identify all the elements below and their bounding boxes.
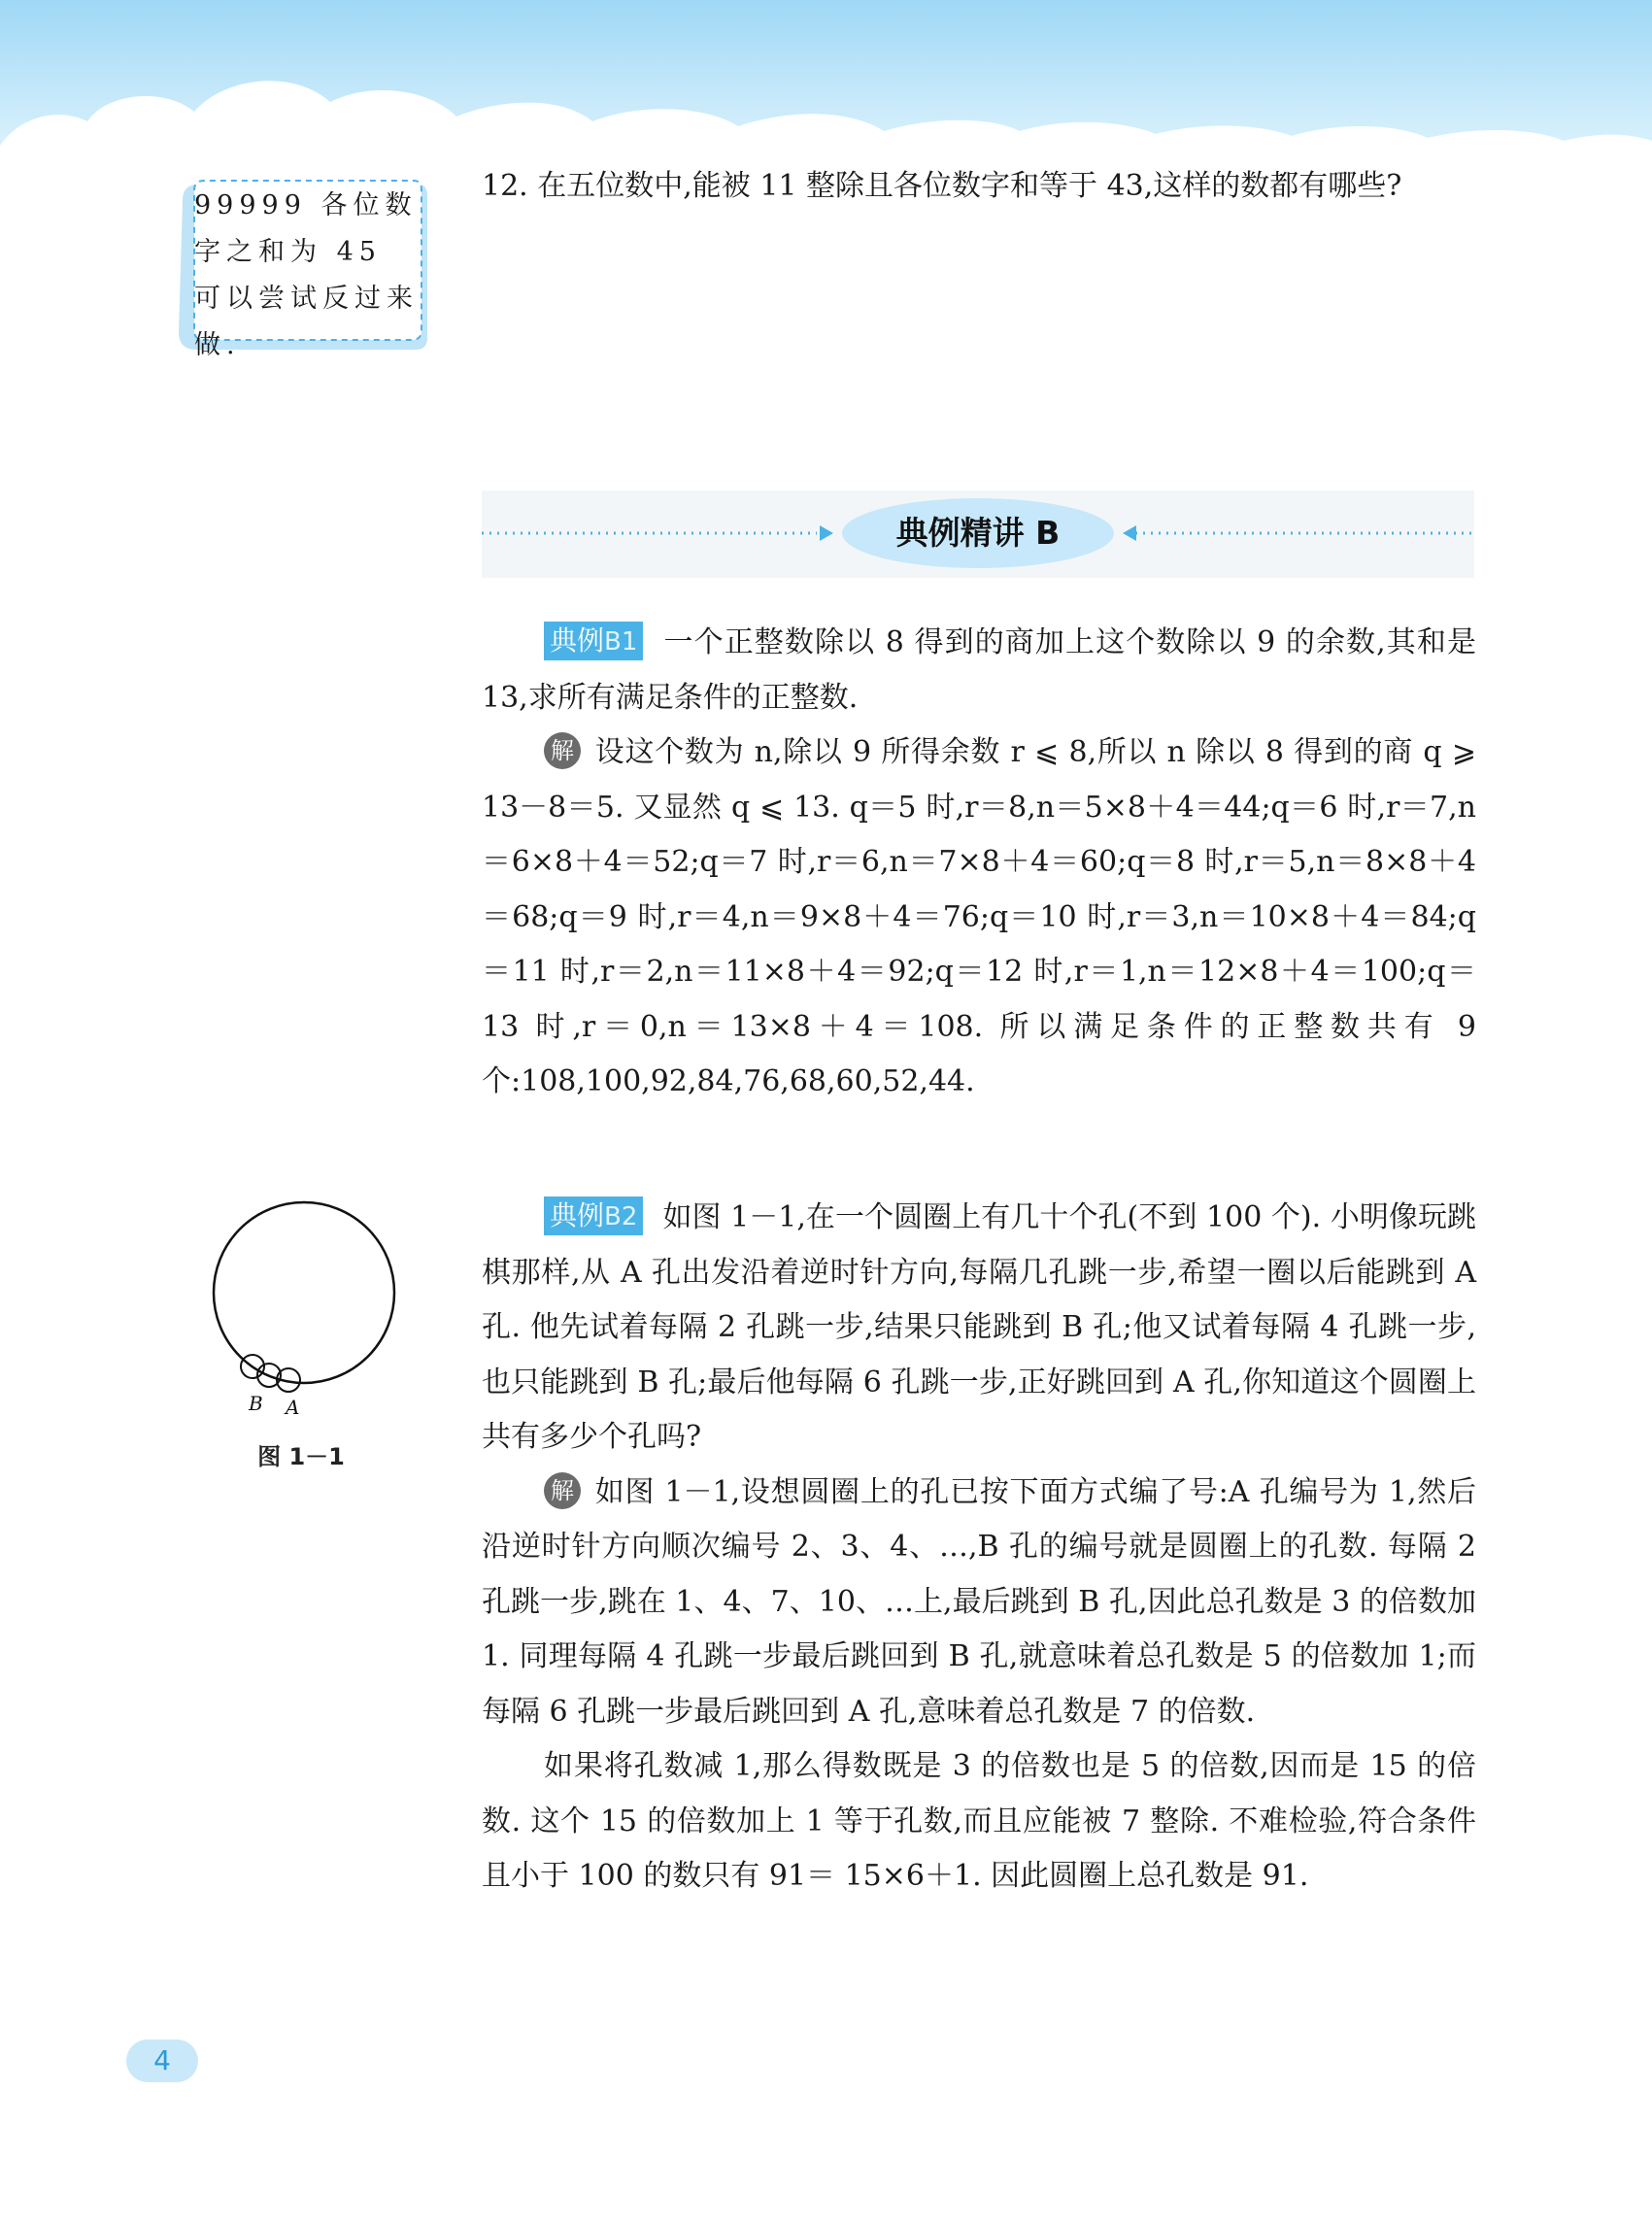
side-tip-text: 99999 各位数字之和为 45 可以尝试反过来做. [194, 190, 419, 360]
example-tag-number: B1 [604, 627, 638, 657]
example-b2-solution-1: 如图 1－1,设想圆圈上的孔已按下面方式编了号:A 孔编号为 1,然后沿逆时针方向顺次编号 2、3、4、…,B 孔的编号就是圆圈上的孔数. 每隔 2 孔跳一步,跳在 1、4、7、10、…上,最后跳到 B 孔,因此总孔数是 3 的倍数加 1. 同理每隔 4 孔跳一步最后跳回到 B 孔,就意味着总孔数是 5 的倍数加 1;而每隔 6 孔跳一步最后跳回到 A 孔,意味着总孔数是 7 的倍数. [482, 1474, 1476, 1729]
hole-label-a: A [286, 1396, 300, 1419]
question-12: 12. 在五位数中,能被 11 整除且各位数字和等于 43,这样的数都有哪些? [482, 169, 1402, 203]
page-number: 4 [126, 2040, 198, 2082]
figure-caption: 图 1－1 [257, 1443, 345, 1470]
example-b2-problem: 如图 1－1,在一个圆圈上有几十个孔(不到 100 个). 小明像玩跳棋那样,从 A 孔出发沿着逆时针方向,每隔几孔跳一步,希望一圈以后能跳到 A 孔. 他先试着每隔 2 孔跳一步,结果只能跳到 B 孔;他又试着每隔 4 孔跳一步,也只能跳到 B 孔;最后他每隔 6 孔跳一步,正好跳回到 A 孔,你知道这个圆圈上共有多少个孔吗? [482, 1200, 1476, 1454]
section-banner [482, 490, 1474, 578]
example-b2 [482, 1191, 1476, 1905]
example-b2-solution-para-2: 如果将孔数减 1,那么得数既是 3 的倍数也是 5 的倍数,因而是 15 的倍数. 这个 15 的倍数加上 1 等于孔数,而且应能被 7 整除. 不难检验,符合条件且小于 100 的数只有 91＝ 15×6＋1. 因此圆圈上总孔数是 91. [482, 1749, 1476, 1893]
example-tag-word: 典例 [550, 624, 605, 657]
example-b2-solution-para-1 [482, 1466, 1476, 1740]
example-b2-problem-para [482, 1191, 1476, 1466]
example-tag-word: 典例 [550, 1199, 605, 1231]
example-tag [544, 622, 643, 660]
example-tag [544, 1197, 643, 1235]
example-b1-solution-para [482, 725, 1476, 1110]
solution-badge: 解 [544, 1472, 581, 1509]
example-b1 [482, 616, 1476, 1110]
example-tag-number: B2 [604, 1202, 638, 1231]
circle-holes-diagram [204, 1200, 398, 1424]
example-b1-problem: 一个正整数除以 8 得到的商加上这个数除以 9 的余数,其和是 13,求所有满足条件的正整数. [482, 625, 1476, 715]
solution-badge: 解 [544, 732, 581, 769]
example-b1-problem-para [482, 616, 1476, 725]
section-title: 典例精讲 B [895, 514, 1061, 552]
figure-1-1 [204, 1200, 398, 1470]
side-tip-box [173, 175, 433, 360]
example-b1-solution: 设这个数为 n,除以 9 所得余数 r ⩽ 8,所以 n 除以 8 得到的商 q ⩾ 13－8＝5. 又显然 q ⩽ 13. q＝5 时,r＝8,n＝5×8＋4＝44;q＝6 时,r＝7,n＝6×8＋4＝52;q＝7 时,r＝6,n＝7×8＋4＝60;q＝8 时,r＝5,n＝8×8＋4＝68;q＝9 时,r＝4,n＝9×8＋4＝76;q＝10 时,r＝3,n＝10×8＋4＝84;q＝11 时,r＝2,n＝11×8＋4＝92;q＝12 时,r＝1,n＝12×8＋4＝100;q＝13 时,r＝0,n＝13×8＋4＝108. 所以满足条件的正整数共有 9 个:108,100,92,84,76,68,60,52,44. [482, 735, 1476, 1098]
hole-label-b: B [249, 1392, 263, 1415]
